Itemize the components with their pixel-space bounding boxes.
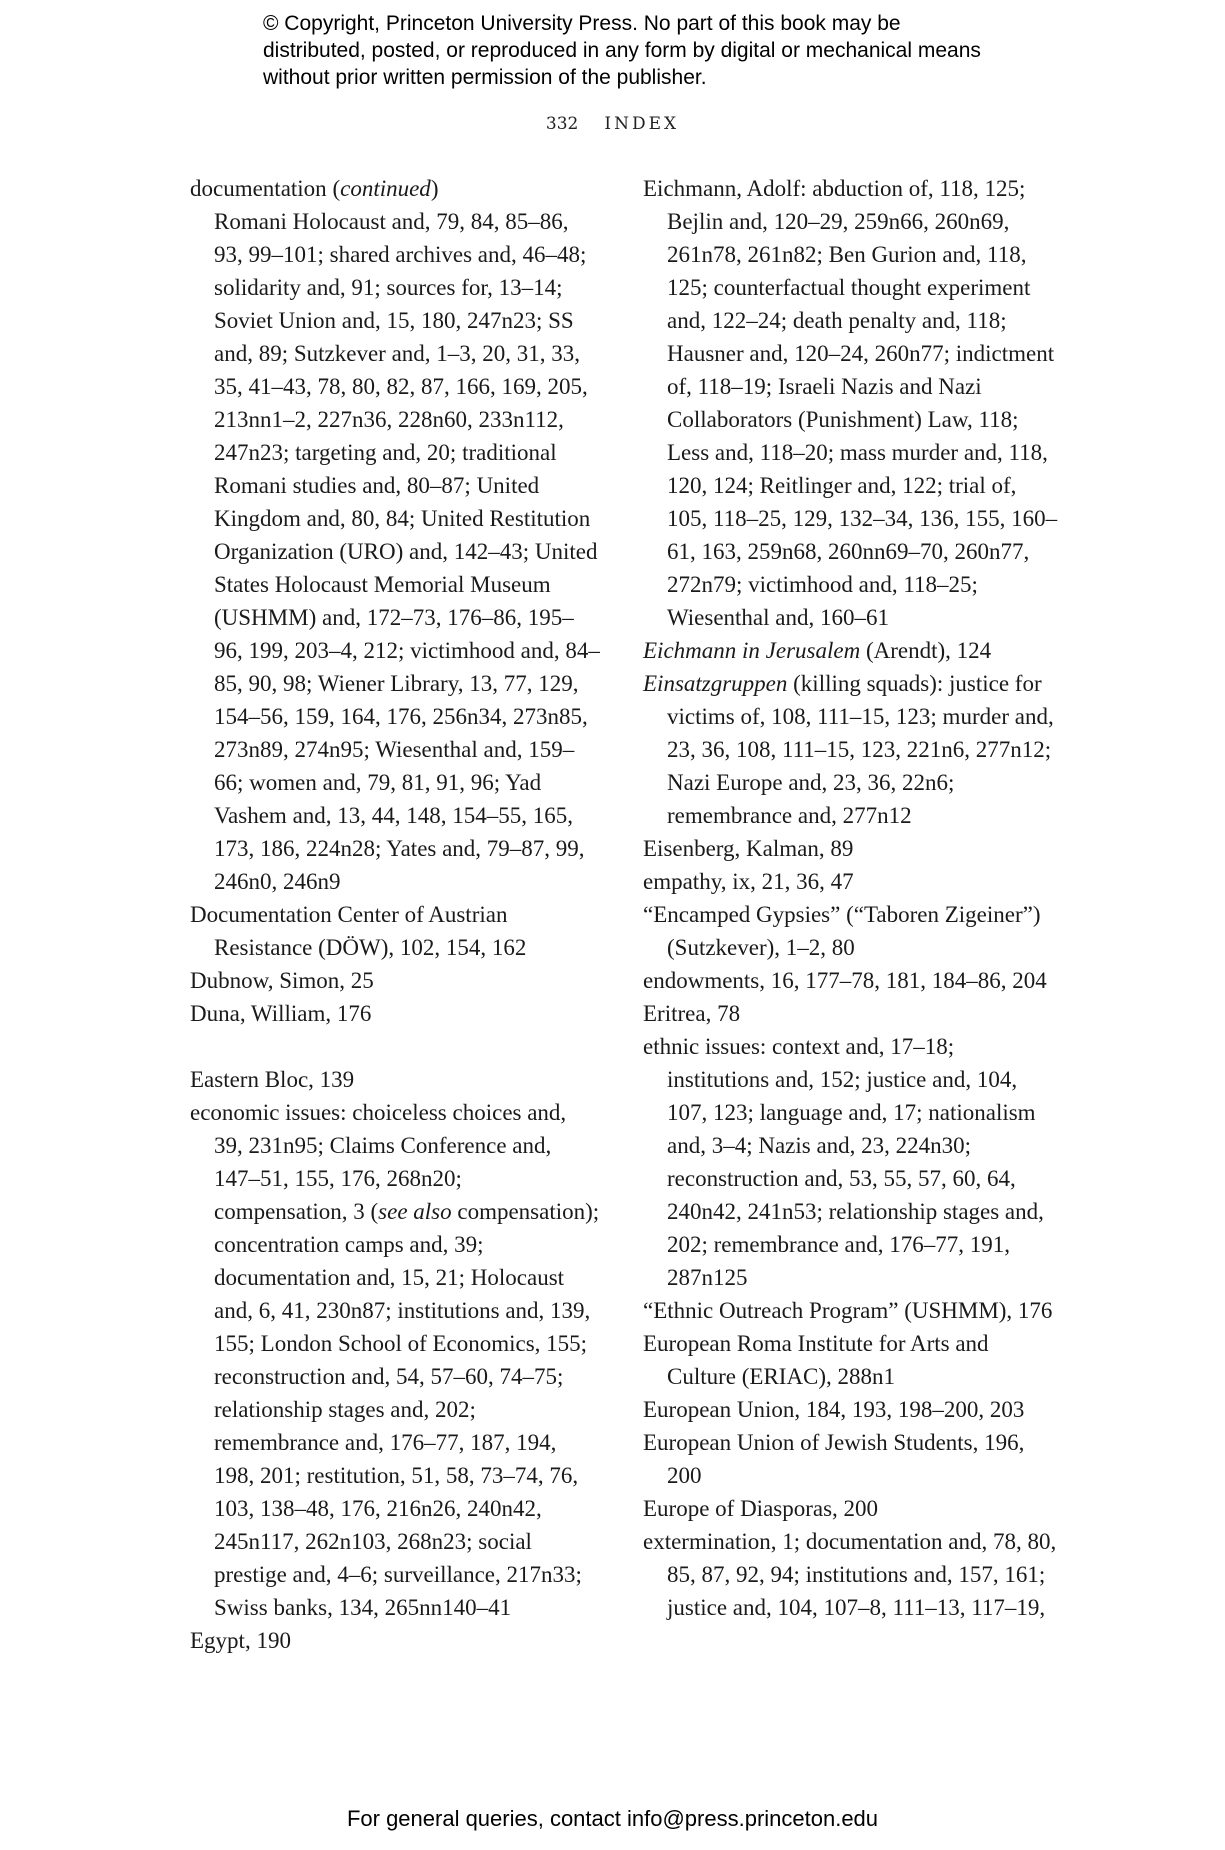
index-entry-economic-issues <box>190 1096 600 1624</box>
book-title: Eichmann in Jerusalem <box>643 638 861 663</box>
entry-heading: documentation <box>190 176 327 201</box>
index-entry: Europe of Diasporas, 200 <box>643 1496 879 1521</box>
running-head <box>0 114 1225 134</box>
index-column-left <box>190 172 600 1657</box>
index-subentries-documentation: Romani Holocaust and, 79, 84, 85–86, 93, 99–101; shared archives and, 46–48; solidarity and, 91; sources for, 13–14; Soviet Union and, 15, 180, 247n23; SS and, 89; Sutzkever and, 1–3, 20, 31, 33, 35, 41–43, 78, 80, 82, 87, 166, 169, 205, 213nn1–2, 227n36, 228n60, 233n112, 247n23; targeting and, 20; traditional Romani studies and, 80–87; United Kingdom and, 80, 84; United Restitution Organization (URO) and, 142–43; United States Holocaust Memorial Museum (USHMM) and, 172–73, 176–86, 195–96, 199, 203–4, 212; victimhood and, 84–85, 90, 98; Wiener Library, 13, 77, 129, 154–56, 159, 164, 176, 256n34, 273n85, 273n89, 274n95; Wiesenthal and, 159–66; women and, 79, 81, 91, 96; Yad Vashem and, 13, 44, 148, 154–55, 165, 173, 186, 224n28; Yates and, 79–87, 99, 246n0, 246n9 <box>214 209 600 894</box>
index-entry: Eritrea, 78 <box>643 1001 741 1026</box>
index-column-right <box>643 172 1058 1624</box>
letter-group-gap <box>190 1030 600 1063</box>
entry-text-rest: (killing squads): justice for victims of, 108, 111–15, 123; murder and, 23, 36, 108, 111–15, 123, 221n6, 277n12; Nazi Europe and, 23, 36, 22n6; remembrance and, 277n12 <box>667 671 1054 828</box>
index-entry: extermination, 1; documentation and, 78, 80, 85, 87, 92, 94; institutions and, 157, 161; justice and, 104, 107–8, 111–13, 117–19, <box>643 1529 1057 1620</box>
index-entry: European Roma Institute for Arts and Culture (ERIAC), 288n1 <box>643 1331 989 1389</box>
index-entry: “Ethnic Outreach Program” (USHMM), 176 <box>643 1298 1053 1323</box>
entry-text-rest: (Arendt), 124 <box>860 638 992 663</box>
page-number: 332 <box>545 114 579 134</box>
entry-text-rest: compensation); concentration camps and, 39; documentation and, 15, 21; Holocaust and, 6, 41, 230n87; institutions and, 139, 155; London School of Economics, 155; reconstruction and, 54, 57–60, 74–75; relationship stages and, 202; remembrance and, 176–77, 187, 194, 198, 201; restitution, 51, 58, 73–74, 76, 103, 138–48, 176, 216n26, 240n42, 245n117, 262n103, 268n23; social prestige and, 4–6; surveillance, 217n33; Swiss banks, 134, 265nn140–41 <box>214 1199 600 1620</box>
index-entry: Egypt, 190 <box>190 1628 291 1653</box>
continued-label: continued <box>340 176 431 201</box>
index-entry: European Union of Jewish Students, 196, 200 <box>643 1430 1025 1488</box>
entry-text: economic issues: choiceless choices and, 39, 231n95; Claims Conference and, 147–51, 155, 176, 268n20; compensation, 3 ( <box>190 1100 567 1224</box>
index-entry: “Encamped Gypsies” (“Taboren Zigeiner”) (Sutzkever), 1–2, 80 <box>643 902 1041 960</box>
index-entry: European Union, 184, 193, 198–200, 203 <box>643 1397 1025 1422</box>
index-entry-eichmann-in-jerusalem <box>643 634 1058 667</box>
index-entry: Eastern Bloc, 139 <box>190 1067 355 1092</box>
index-entry: Duna, William, 176 <box>190 1001 372 1026</box>
index-entry: endowments, 16, 177–78, 181, 184–86, 204 <box>643 968 1047 993</box>
index-entry: empathy, ix, 21, 36, 47 <box>643 869 854 894</box>
index-entry-documentation-continued: documentation (continued) <box>190 176 439 201</box>
index-entry: Documentation Center of Austrian Resistance (DÖW), 102, 154, 162 <box>190 902 527 960</box>
index-entry-einsatzgruppen <box>643 667 1058 832</box>
index-entry: Dubnow, Simon, 25 <box>190 968 374 993</box>
see-also-label: see also <box>378 1199 452 1224</box>
section-title: INDEX <box>604 114 680 134</box>
copyright-notice: © Copyright, Princeton University Press. No part of this book may be distributed, posted, or reproduced in any form by digital or mechanical means without prior written permission of the publisher. <box>263 12 981 89</box>
index-entry: Eisenberg, Kalman, 89 <box>643 836 854 861</box>
footer-contact: For general queries, contact info@press.princeton.edu <box>346 1806 879 1831</box>
term-italic: Einsatzgruppen <box>643 671 788 696</box>
index-entry: ethnic issues: context and, 17–18; institutions and, 152; justice and, 104, 107, 123; language and, 17; nationalism and, 3–4; Nazis and, 23, 224n30; reconstruction and, 53, 55, 57, 60, 64, 240n42, 241n53; relationship stages and, 202; remembrance and, 176–77, 191, 287n125 <box>643 1034 1044 1290</box>
index-entry-eichmann: Eichmann, Adolf: abduction of, 118, 125; Bejlin and, 120–29, 259n66, 260n69, 261n78, 261n82; Ben Gurion and, 118, 125; counterfactual thought experiment and, 122–24; death penalty and, 118; Hausner and, 120–24, 260n77; indictment of, 118–19; Israeli Nazis and Nazi Collaborators (Punishment) Law, 118; Less and, 118–20; mass murder and, 118, 120, 124; Reitlinger and, 122; trial of, 105, 118–25, 129, 132–34, 136, 155, 160–61, 163, 259n68, 260nn69–70, 260n77, 272n79; victimhood and, 118–25; Wiesenthal and, 160–61 <box>643 176 1058 630</box>
